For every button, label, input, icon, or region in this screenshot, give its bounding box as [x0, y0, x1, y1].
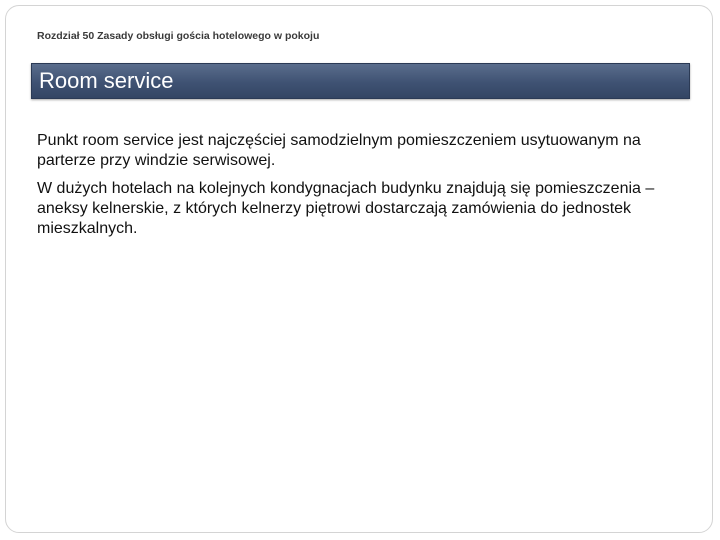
- chapter-header: Rozdział 50 Zasady obsługi gościa hotelowego w pokoju: [37, 30, 320, 42]
- paragraph-2: W dużych hotelach na kolejnych kondygnacjach budynku znajdują się pomieszczenia – aneksy kelnerskie, z których kelnerzy piętrowi dostarczają zamówienia do jednostek mieszkalnych.: [37, 180, 655, 237]
- title-bar: [31, 63, 690, 99]
- body-text: [37, 131, 677, 247]
- slide-title: Room service: [39, 68, 174, 93]
- paragraph-1: Punkt room service jest najczęściej samodzielnym pomieszczeniem usytuowanym na parterze przy windzie serwisowej.: [37, 132, 641, 169]
